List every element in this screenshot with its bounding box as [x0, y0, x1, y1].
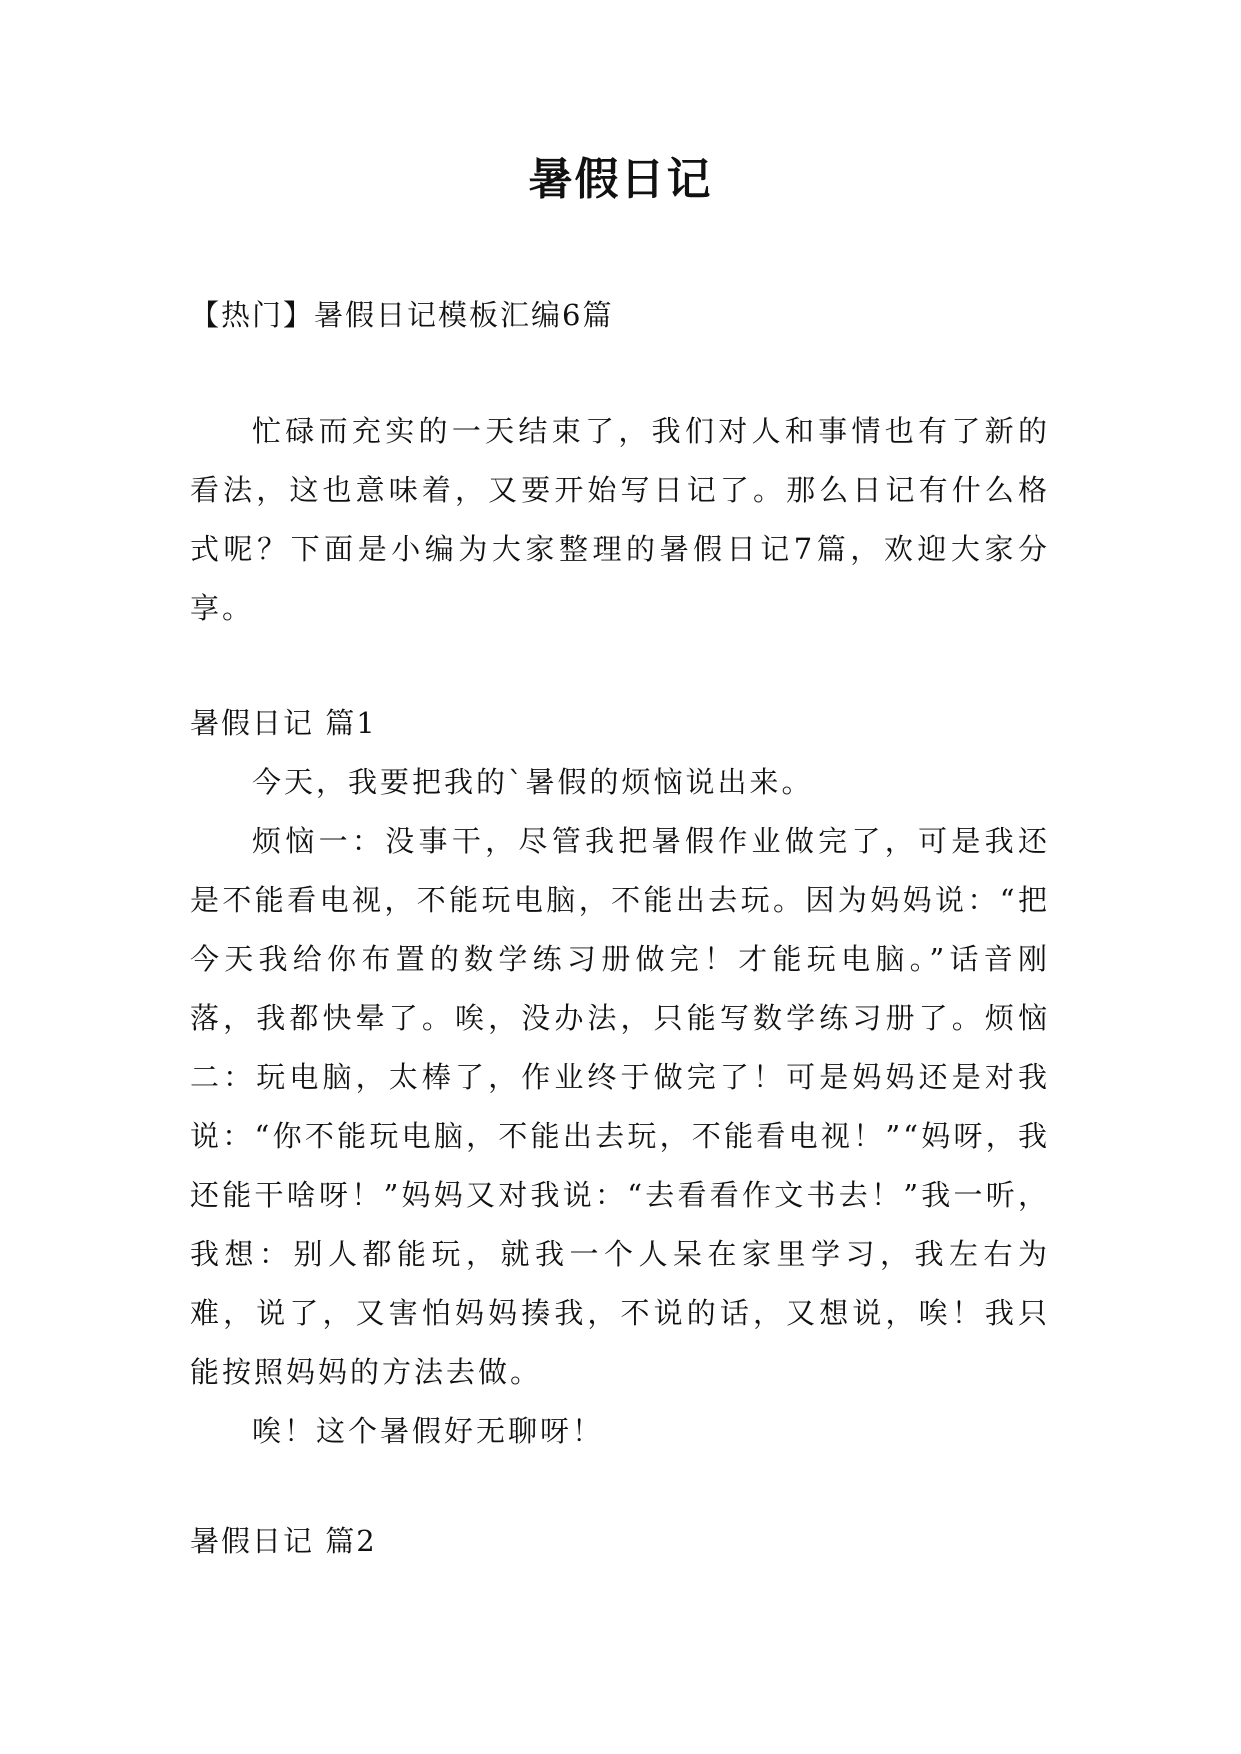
body-paragraph: 烦恼一：没事干，尽管我把暑假作业做完了，可是我还是不能看电视，不能玩电脑，不能出去玩。因为妈妈说：“把今天我给你布置的数学练习册做完！才能玩电脑。”话音刚落，我都快晕了。唉，没办法，只能写数学练习册了。烦恼二：玩电脑，太棒了，作业终于做完了！可是妈妈还是对我说：“你不能玩电脑，不能出去玩，不能看电视！”“妈呀，我还能干啥呀！”妈妈又对我说：“去看看作文书去！”我一听，我想：别人都能玩，就我一个人呆在家里学习，我左右为难，说了，又害怕妈妈揍我，不说的话，又想说，唉！我只能按照妈妈的方法去做。 — [190, 824, 1050, 1389]
diary-entry-2 — [190, 1512, 1050, 1571]
section-heading: 暑假日记 篇1 — [190, 706, 377, 740]
intro-paragraph: 忙碌而充实的一天结束了，我们对人和事情也有了新的看法，这也意味着，又要开始写日记了。那么日记有什么格式呢？下面是小编为大家整理的暑假日记7篇，欢迎大家分享。 — [190, 414, 1050, 625]
body-paragraph: 今天，我要把我的`暑假的烦恼说出来。 — [252, 765, 814, 799]
diary-entry-1 — [190, 694, 1050, 1461]
section-heading: 暑假日记 篇2 — [190, 1524, 377, 1558]
intro-block — [190, 402, 1050, 638]
body-paragraph: 唉！这个暑假好无聊呀！ — [252, 1414, 605, 1448]
document-subtitle: 【热门】暑假日记模板汇编6篇 — [190, 298, 614, 332]
document-title: 暑假日记 — [528, 154, 713, 205]
